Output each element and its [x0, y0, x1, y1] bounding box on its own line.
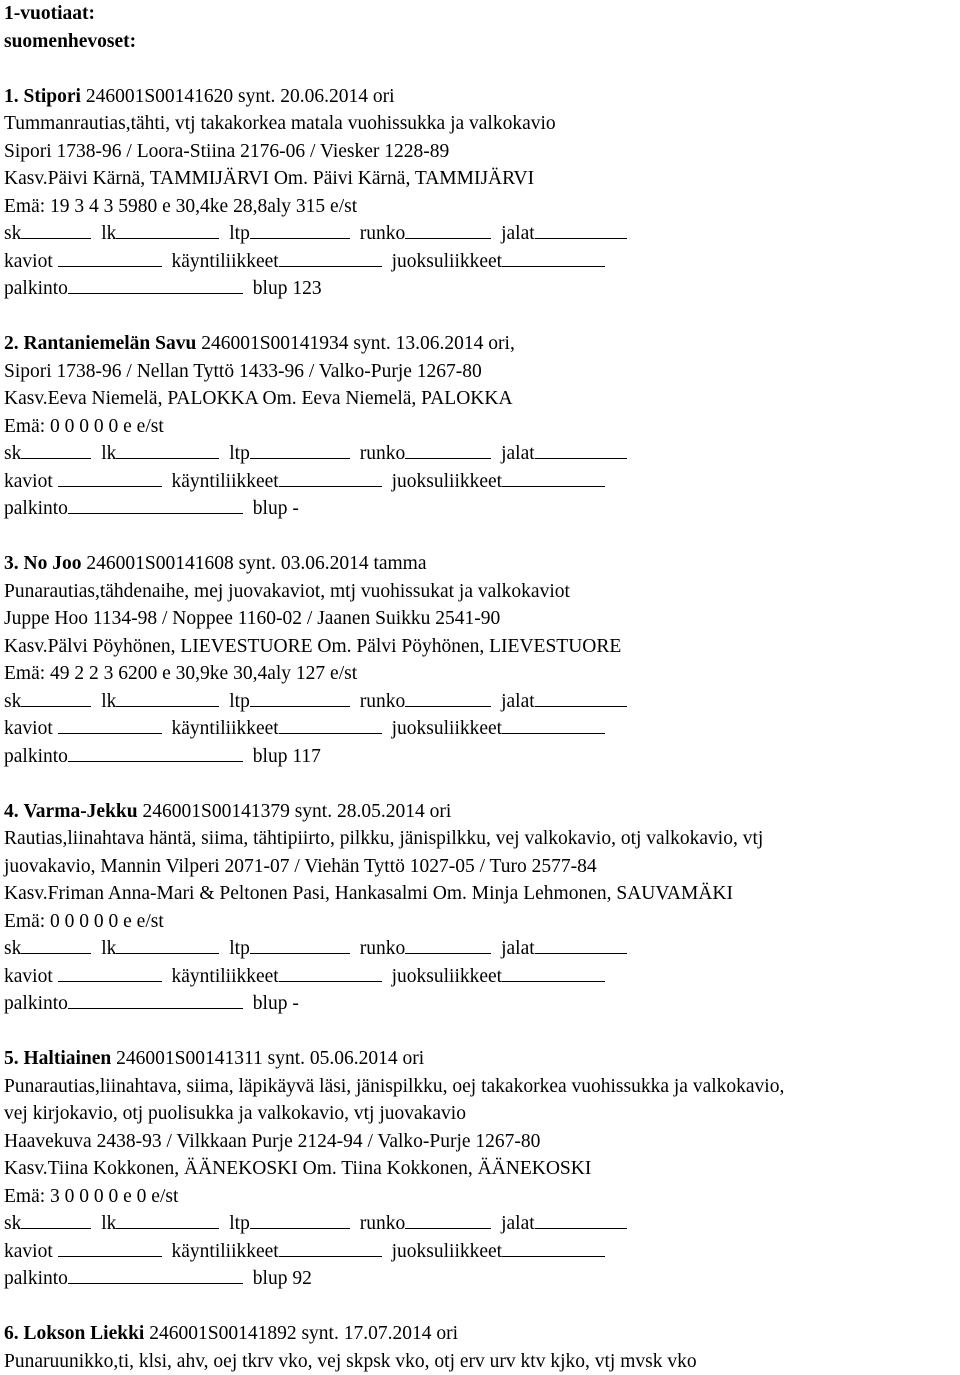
- field-lk: [116, 688, 219, 707]
- field-jalat: [535, 440, 627, 459]
- label-lk: lk: [101, 938, 116, 959]
- dam-stats: Emä: 3 0 0 0 0 e 0 e/st: [4, 1183, 956, 1211]
- label-sk: sk: [4, 443, 21, 464]
- registration-info: 246001S00141379 synt. 28.05.2014 ori: [143, 801, 452, 822]
- field-lk: [116, 1210, 219, 1229]
- horse-entry: [4, 1045, 956, 1320]
- breeder-owner: Kasv.Tiina Kokkonen, ÄÄNEKOSKI Om. Tiina Kokkonen, ÄÄNEKOSKI: [4, 1155, 956, 1183]
- label-jalat: jalat: [501, 938, 535, 959]
- field-ltp: [250, 1210, 350, 1229]
- dam-stats: Emä: 19 3 4 3 5980 e 30,4ke 28,8aly 315 e/st: [4, 193, 956, 221]
- field-jalat: [535, 688, 627, 707]
- horse-description: vej kirjokavio, otj puolisukka ja valkokavio, vtj juovakavio: [4, 1100, 956, 1128]
- horse-description: Punarautias,liinahtava, siima, läpikäyvä läsi, jänispilkku, oej takakorkea vuohissukka ja valkokavio,: [4, 1073, 956, 1101]
- label-ltp: ltp: [229, 443, 250, 464]
- field-lk: [116, 440, 219, 459]
- registration-info: 246001S00141608 synt. 03.06.2014 tamma: [86, 553, 426, 574]
- pedigree: Sipori 1738-96 / Nellan Tyttö 1433-96 / Valko-Purje 1267-80: [4, 358, 956, 386]
- field-jalat: [535, 220, 627, 239]
- dam-stats: Emä: 0 0 0 0 0 e e/st: [4, 413, 956, 441]
- pedigree: Haavekuva 2438-93 / Vilkkaan Purje 2124-94 / Valko-Purje 1267-80: [4, 1128, 956, 1156]
- dam-stats: Emä: 49 2 2 3 6200 e 30,9ke 30,4aly 127 e/st: [4, 660, 956, 688]
- label-sk: sk: [4, 223, 21, 244]
- label-sk: sk: [4, 938, 21, 959]
- field-juoksuliikkeet: [502, 715, 605, 734]
- entry-title: [4, 550, 956, 578]
- entry-title: [4, 1320, 956, 1348]
- field-ltp: [250, 688, 350, 707]
- label-palkinto: palkinto: [4, 278, 68, 299]
- label-blup: blup: [253, 993, 288, 1014]
- field-kayntiliikkeet: [279, 248, 382, 267]
- horse-name: Rantaniemelän Savu: [24, 333, 197, 354]
- horse-name: Haltiainen: [24, 1048, 112, 1069]
- field-palkinto: [68, 495, 243, 514]
- field-lk: [116, 220, 219, 239]
- entry-number: 4.: [4, 801, 19, 822]
- label-sk: sk: [4, 1213, 21, 1234]
- field-kaviot: [58, 248, 162, 267]
- horse-entry: [4, 83, 956, 331]
- field-kaviot: [58, 963, 162, 982]
- field-sk: [21, 1210, 91, 1229]
- field-runko: [405, 935, 491, 954]
- label-palkinto: palkinto: [4, 993, 68, 1014]
- pedigree: Juppe Hoo 1134-98 / Noppee 1160-02 / Jaanen Suikku 2541-90: [4, 605, 956, 633]
- score-row-movement: [4, 1238, 956, 1266]
- blup-value: -: [292, 498, 299, 519]
- breeder-owner: Kasv.Eeva Niemelä, PALOKKA Om. Eeva Niemelä, PALOKKA: [4, 385, 956, 413]
- entry-number: 2.: [4, 333, 19, 354]
- field-ltp: [250, 220, 350, 239]
- label-ltp: ltp: [229, 691, 250, 712]
- field-kayntiliikkeet: [279, 1238, 382, 1257]
- label-palkinto: palkinto: [4, 1268, 68, 1289]
- field-palkinto: [68, 990, 243, 1009]
- horse-description: Tummanrautias,tähti, vtj takakorkea matala vuohissukka ja valkokavio: [4, 110, 956, 138]
- pedigree: Sipori 1738-96 / Loora-Stiina 2176-06 / Viesker 1228-89: [4, 138, 956, 166]
- breeder-owner: Kasv.Friman Anna-Mari & Peltonen Pasi, Hankasalmi Om. Minja Lehmonen, SAUVAMÄKI: [4, 880, 956, 908]
- label-lk: lk: [101, 223, 116, 244]
- document-page: [4, 0, 956, 1375]
- label-blup: blup: [253, 746, 288, 767]
- field-runko: [405, 1210, 491, 1229]
- label-juoksuliikkeet: juoksuliikkeet: [392, 1241, 503, 1262]
- score-row-body: [4, 220, 956, 248]
- score-row-body: [4, 440, 956, 468]
- label-kayntiliikkeet: käyntiliikkeet: [172, 471, 279, 492]
- field-sk: [21, 440, 91, 459]
- label-blup: blup: [253, 278, 288, 299]
- field-sk: [21, 220, 91, 239]
- field-juoksuliikkeet: [502, 468, 605, 487]
- horse-entry: [4, 330, 956, 550]
- score-row-prize: [4, 1265, 956, 1293]
- field-runko: [405, 440, 491, 459]
- label-lk: lk: [101, 443, 116, 464]
- entry-number: 6.: [4, 1323, 19, 1344]
- entry-title: [4, 83, 956, 111]
- field-ltp: [250, 935, 350, 954]
- registration-info: 246001S00141311 synt. 05.06.2014 ori: [116, 1048, 424, 1069]
- label-kayntiliikkeet: käyntiliikkeet: [172, 251, 279, 272]
- entry-title: [4, 330, 956, 358]
- label-kaviot: kaviot: [4, 1241, 53, 1262]
- horse-name: Stipori: [24, 86, 81, 107]
- label-palkinto: palkinto: [4, 746, 68, 767]
- horse-entry: [4, 798, 956, 1046]
- score-row-body: [4, 688, 956, 716]
- field-juoksuliikkeet: [502, 963, 605, 982]
- score-row-body: [4, 1210, 956, 1238]
- blup-value: -: [292, 993, 299, 1014]
- entry-number: 1.: [4, 86, 19, 107]
- score-row-body: [4, 935, 956, 963]
- field-runko: [405, 220, 491, 239]
- label-kaviot: kaviot: [4, 966, 53, 987]
- label-kaviot: kaviot: [4, 718, 53, 739]
- label-runko: runko: [360, 443, 406, 464]
- field-kayntiliikkeet: [279, 715, 382, 734]
- horse-name: No Joo: [24, 553, 82, 574]
- field-sk: [21, 688, 91, 707]
- score-row-prize: [4, 495, 956, 523]
- blup-value: 123: [292, 278, 321, 299]
- field-palkinto: [68, 275, 243, 294]
- breeder-owner: Kasv.Pälvi Pöyhönen, LIEVESTUORE Om. Pälvi Pöyhönen, LIEVESTUORE: [4, 633, 956, 661]
- field-juoksuliikkeet: [502, 248, 605, 267]
- label-lk: lk: [101, 1213, 116, 1234]
- label-sk: sk: [4, 691, 21, 712]
- breeder-owner: Kasv.Päivi Kärnä, TAMMIJÄRVI Om. Päivi Kärnä, TAMMIJÄRVI: [4, 165, 956, 193]
- horse-description: Punaruunikko,ti, klsi, ahv, oej tkrv vko, vej skpsk vko, otj erv urv ktv kjko, vtj mvsk vko: [4, 1348, 956, 1375]
- label-kaviot: kaviot: [4, 471, 53, 492]
- entry-title: [4, 1045, 956, 1073]
- field-palkinto: [68, 1265, 243, 1284]
- score-row-movement: [4, 715, 956, 743]
- heading-breed: suomenhevoset:: [4, 28, 956, 56]
- horse-name: Varma-Jekku: [24, 801, 138, 822]
- entry-number: 5.: [4, 1048, 19, 1069]
- label-runko: runko: [360, 223, 406, 244]
- label-palkinto: palkinto: [4, 498, 68, 519]
- field-sk: [21, 935, 91, 954]
- label-ltp: ltp: [229, 223, 250, 244]
- score-row-prize: [4, 275, 956, 303]
- label-kaviot: kaviot: [4, 251, 53, 272]
- horse-entry: [4, 550, 956, 798]
- field-kaviot: [58, 1238, 162, 1257]
- score-row-prize: [4, 990, 956, 1018]
- label-runko: runko: [360, 1213, 406, 1234]
- field-ltp: [250, 440, 350, 459]
- field-palkinto: [68, 743, 243, 762]
- field-jalat: [535, 935, 627, 954]
- label-jalat: jalat: [501, 223, 535, 244]
- dam-stats: Emä: 0 0 0 0 0 e e/st: [4, 908, 956, 936]
- registration-info: 246001S00141620 synt. 20.06.2014 ori: [86, 86, 395, 107]
- field-kaviot: [58, 715, 162, 734]
- score-row-movement: [4, 468, 956, 496]
- label-kayntiliikkeet: käyntiliikkeet: [172, 1241, 279, 1262]
- label-jalat: jalat: [501, 1213, 535, 1234]
- field-jalat: [535, 1210, 627, 1229]
- horse-name: Lokson Liekki: [24, 1323, 145, 1344]
- label-kayntiliikkeet: käyntiliikkeet: [172, 966, 279, 987]
- blup-value: 117: [292, 746, 321, 767]
- label-juoksuliikkeet: juoksuliikkeet: [392, 966, 503, 987]
- score-row-prize: [4, 743, 956, 771]
- entry-number: 3.: [4, 553, 19, 574]
- entries-list: [4, 83, 956, 1321]
- label-blup: blup: [253, 498, 288, 519]
- field-runko: [405, 688, 491, 707]
- blup-value: 92: [292, 1268, 312, 1289]
- last-entry: [4, 1320, 956, 1375]
- label-kayntiliikkeet: käyntiliikkeet: [172, 718, 279, 739]
- registration-info: 246001S00141934 synt. 13.06.2014 ori,: [201, 333, 515, 354]
- label-ltp: ltp: [229, 938, 250, 959]
- field-lk: [116, 935, 219, 954]
- field-juoksuliikkeet: [502, 1238, 605, 1257]
- field-kayntiliikkeet: [279, 468, 382, 487]
- label-juoksuliikkeet: juoksuliikkeet: [392, 471, 503, 492]
- label-lk: lk: [101, 691, 116, 712]
- horse-description: Punarautias,tähdenaihe, mej juovakaviot, mtj vuohissukat ja valkokaviot: [4, 578, 956, 606]
- score-row-movement: [4, 963, 956, 991]
- heading-age-group: 1-vuotiaat:: [4, 0, 956, 28]
- label-juoksuliikkeet: juoksuliikkeet: [392, 718, 503, 739]
- label-ltp: ltp: [229, 1213, 250, 1234]
- label-runko: runko: [360, 938, 406, 959]
- horse-description: juovakavio, Mannin Vilperi 2071-07 / Viehän Tyttö 1027-05 / Turo 2577-84: [4, 853, 956, 881]
- score-row-movement: [4, 248, 956, 276]
- label-juoksuliikkeet: juoksuliikkeet: [392, 251, 503, 272]
- field-kaviot: [58, 468, 162, 487]
- label-blup: blup: [253, 1268, 288, 1289]
- entry-title: [4, 798, 956, 826]
- horse-description: Rautias,liinahtava häntä, siima, tähtipiirto, pilkku, jänispilkku, vej valkokavio, otj valkokavio, vtj: [4, 825, 956, 853]
- registration-info: 246001S00141892 synt. 17.07.2014 ori: [149, 1323, 458, 1344]
- label-jalat: jalat: [501, 691, 535, 712]
- label-jalat: jalat: [501, 443, 535, 464]
- label-runko: runko: [360, 691, 406, 712]
- field-kayntiliikkeet: [279, 963, 382, 982]
